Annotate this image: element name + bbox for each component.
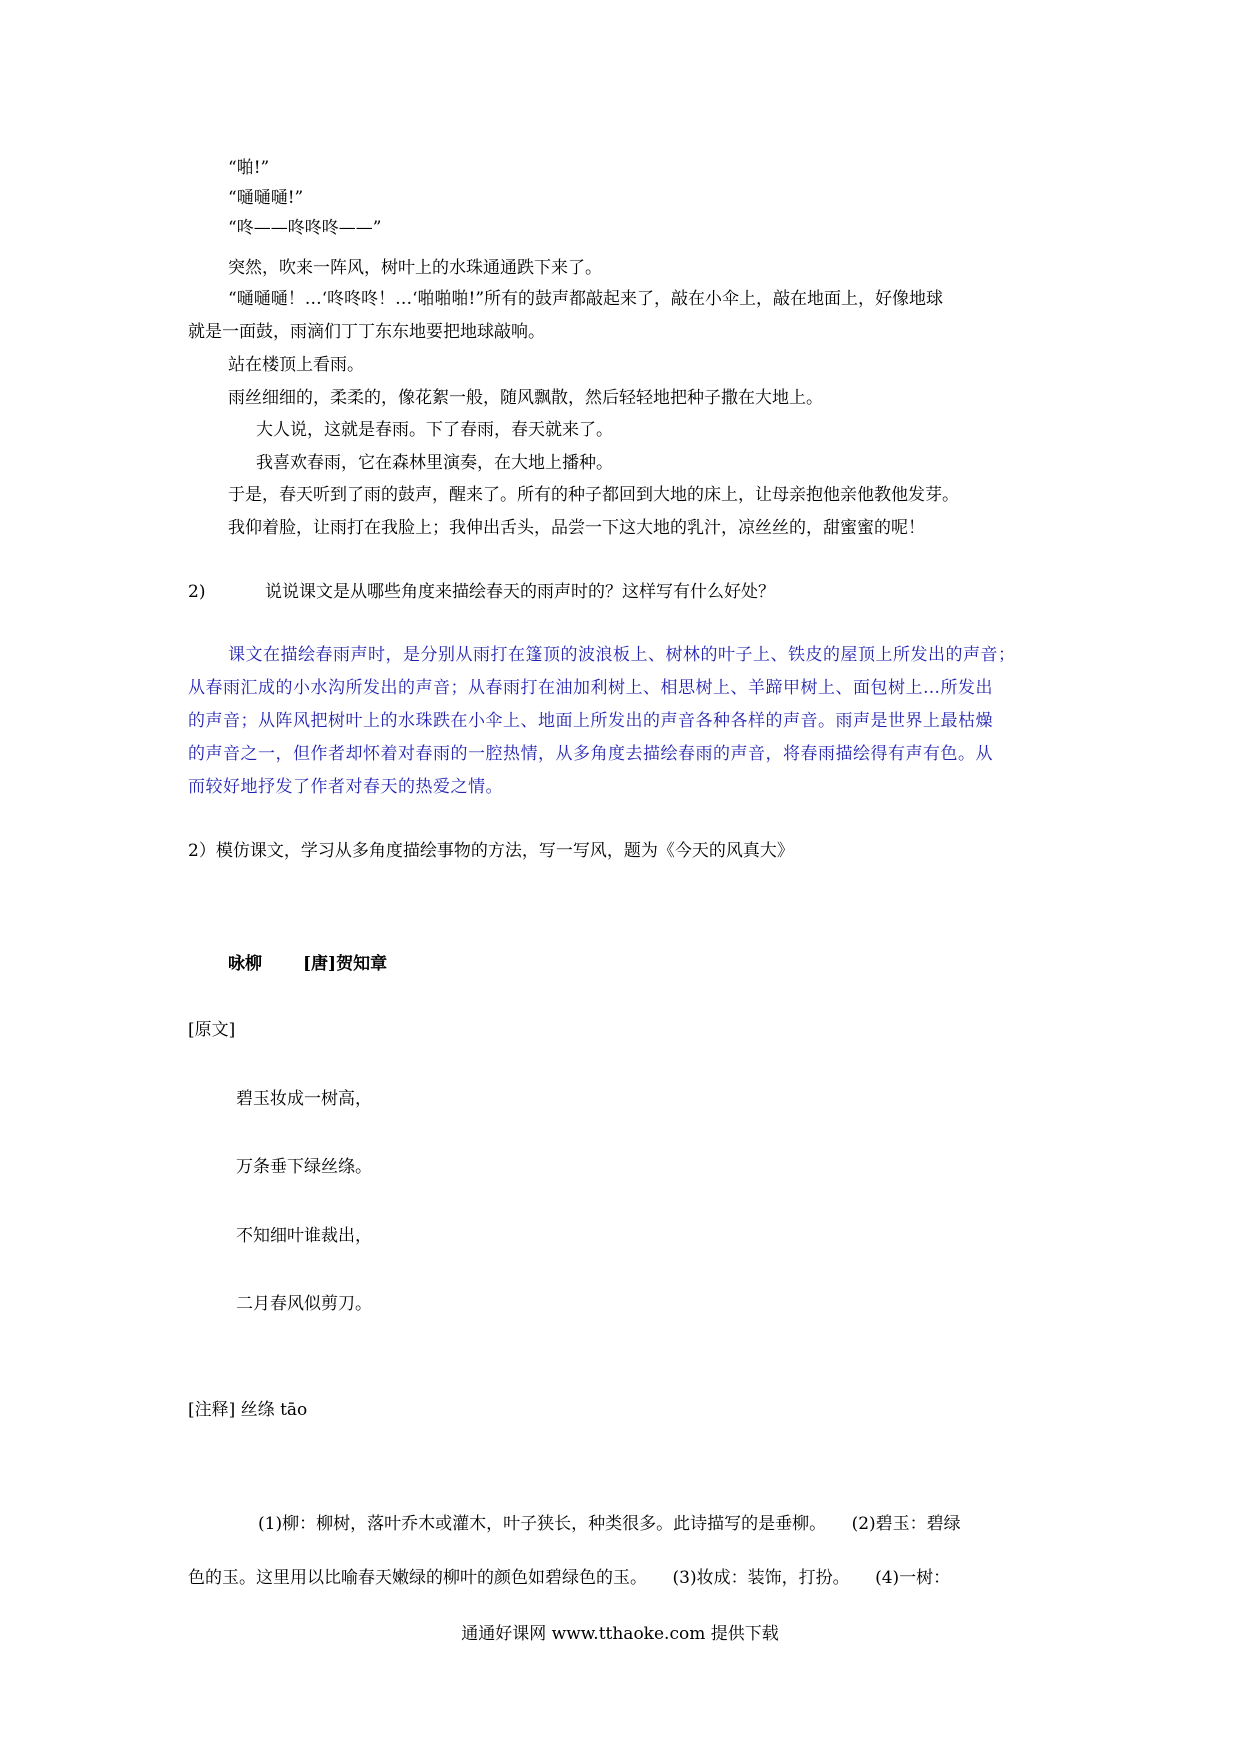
answer-line: 的声音之一，但作者却怀着对春雨的一腔热情，从多角度去描绘春雨的声音，将春雨描绘得有声有色。从	[188, 744, 993, 764]
story-line: 雨丝细细的，柔柔的，像花絮一般，随风飘散，然后轻轻地把种子撒在大地上。	[228, 388, 823, 408]
story-line: “咚——咚咚咚——”	[228, 218, 382, 238]
answer-line: 的声音；从阵风把树叶上的水珠跌在小伞上、地面上所发出的声音各种各样的声音。雨声是世界上最枯燥	[188, 711, 993, 731]
original-label: [原文]	[188, 1020, 236, 1040]
story-line: 大人说，这就是春雨。下了春雨，春天就来了。	[256, 420, 613, 440]
answer-line: 课文在描绘春雨声时，是分别从雨打在篷顶的波浪板上、树林的叶子上、铁皮的屋顶上所发出的声音；	[228, 645, 1016, 665]
poem-title: 咏柳	[228, 954, 262, 974]
story-line: “嗵嗵嗵！…‘咚咚咚！…‘啪啪啪!”所有的鼓声都敲起来了，敲在小伞上，敲在地面上，好像地球	[228, 289, 944, 309]
question-2: 2）模仿课文，学习从多角度描绘事物的方法，写一写风，题为《今天的风真大》	[188, 841, 794, 861]
poem-line: 碧玉妆成一树高，	[236, 1089, 372, 1109]
story-line: 站在楼顶上看雨。	[228, 355, 364, 375]
question-text: 说说课文是从哪些角度来描绘春天的雨声时的？这样写有什么好处？	[265, 582, 775, 602]
story-line: 我喜欢春雨，它在森林里演奏，在大地上播种。	[256, 453, 613, 473]
question-number: 2)	[188, 582, 206, 602]
answer-line: 从春雨汇成的小水沟所发出的声音；从春雨打在油加利树上、相思树上、羊蹄甲树上、面包树上…所发出	[188, 678, 993, 698]
poem-line: 不知细叶谁裁出，	[236, 1226, 372, 1246]
notes-line: (1)柳：柳树，落叶乔木或灌木，叶子狭长，种类很多。此诗描写的是垂柳。 (2)碧玉：碧绿	[258, 1514, 961, 1534]
story-line: 就是一面鼓，雨滴们丁丁东东地要把地球敲响。	[188, 322, 545, 342]
story-line: 于是，春天听到了雨的鼓声，醒来了。所有的种子都回到大地的床上，让母亲抱他亲他教他发芽。	[228, 485, 959, 505]
story-line: 突然，吹来一阵风，树叶上的水珠通通跌下来了。	[228, 258, 602, 278]
story-line: 我仰着脸，让雨打在我脸上；我伸出舌头，品尝一下这大地的乳汁，凉丝丝的，甜蜜蜜的呢！	[228, 518, 925, 538]
page-footer: 通通好课网 www.tthaoke.com 提供下载	[461, 1624, 779, 1644]
story-line: “嗵嗵嗵!”	[228, 188, 304, 208]
story-line: “啪!”	[228, 158, 270, 178]
notes-line: 色的玉。这里用以比喻春天嫩绿的柳叶的颜色如碧绿色的玉。 (3)妆成：装饰，打扮。 (4)一树：	[188, 1568, 951, 1588]
notes-label: [注释] 丝绦 tāo	[188, 1400, 308, 1420]
poem-line: 万条垂下绿丝绦。	[236, 1157, 372, 1177]
poem-line: 二月春风似剪刀。	[236, 1294, 372, 1314]
answer-line: 而较好地抒发了作者对春天的热爱之情。	[188, 777, 503, 797]
poem-author: [唐]贺知章	[303, 954, 388, 974]
